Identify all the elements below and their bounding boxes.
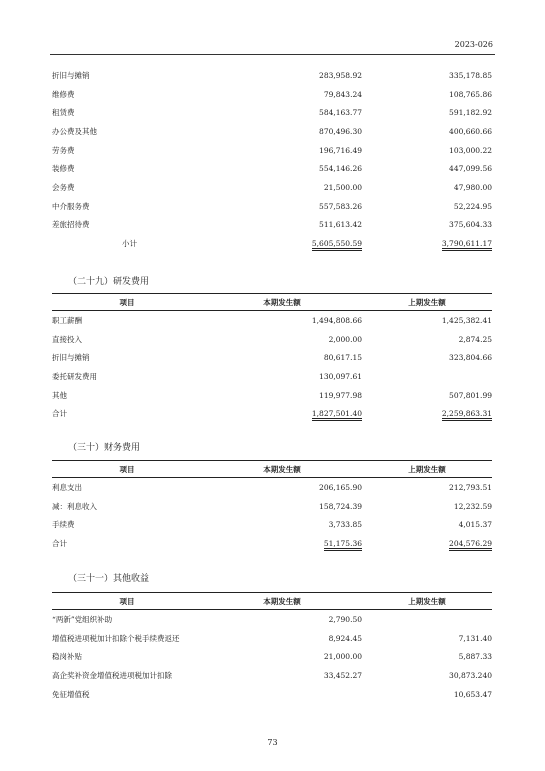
total-row	[52, 534, 492, 553]
current-amount: 158,724.39	[319, 501, 362, 511]
row-label: 会务费	[52, 182, 75, 192]
table-row	[52, 197, 492, 216]
row-label: 直接投入	[52, 334, 82, 344]
subtotal-current: 5,605,550.59	[312, 239, 362, 251]
row-label: 手续费	[52, 520, 75, 530]
current-amount: 196,716.49	[319, 145, 362, 155]
row-label: 折旧与摊销	[52, 353, 90, 363]
current-amount: 130,097.61	[319, 371, 362, 381]
current-amount: 3,733.85	[328, 520, 362, 530]
table-row	[52, 66, 492, 85]
current-amount: 554,146.26	[319, 164, 362, 174]
row-label: 中介服务费	[52, 201, 90, 211]
table-row	[52, 685, 492, 704]
section-title-rd: （二十九）研发费用	[68, 277, 150, 287]
expense-table-continued	[52, 66, 492, 253]
table-row	[52, 610, 492, 629]
row-label: “两新”党组织补助	[52, 614, 113, 624]
header-current: 本期发生额	[263, 596, 301, 606]
current-amount: 584,163.77	[319, 108, 362, 118]
subtotal-label: 小计	[122, 239, 137, 249]
prior-amount: 447,099.56	[449, 164, 492, 174]
header-rule	[50, 54, 495, 55]
prior-amount: 1,425,382.41	[441, 315, 492, 325]
row-label: 利息支出	[52, 482, 82, 492]
table-row	[52, 478, 492, 497]
prior-amount: 5,887.33	[458, 652, 492, 662]
table-row	[52, 103, 492, 122]
row-label: 劳务费	[52, 145, 75, 155]
rd-expense-table	[52, 293, 492, 423]
current-amount: 870,496.30	[319, 126, 362, 136]
prior-amount: 400,660.66	[449, 126, 492, 136]
total-current: 51,175.36	[324, 539, 362, 551]
subtotal-prior: 3,790,611.17	[442, 239, 492, 251]
header-item: 项目	[119, 464, 135, 474]
current-amount	[202, 685, 362, 704]
current-amount: 1,494,808.66	[311, 315, 362, 325]
page-number: 73	[267, 738, 278, 747]
total-label: 合计	[52, 538, 67, 548]
row-label: 职工薪酬	[52, 315, 82, 325]
prior-amount	[362, 367, 492, 386]
total-label: 合计	[52, 409, 67, 419]
prior-amount: 52,224.95	[453, 201, 492, 211]
prior-amount: 103,000.22	[449, 145, 492, 155]
row-label: 差旅招待费	[52, 220, 90, 230]
table-row	[52, 367, 492, 386]
current-amount: 206,165.90	[319, 482, 362, 492]
row-label: 办公费及其他	[52, 126, 97, 136]
current-amount: 511,613.42	[319, 220, 362, 230]
header-current: 本期发生额	[263, 464, 301, 474]
table-row	[52, 178, 492, 197]
current-amount: 557,583.26	[319, 201, 362, 211]
prior-amount: 4,015.37	[458, 520, 492, 530]
row-label: 免征增值税	[52, 689, 90, 699]
table-row	[52, 515, 492, 534]
row-label: 增值税进项税加计扣除个税手续费返还	[52, 633, 180, 643]
header-prior: 上期发生额	[408, 464, 446, 474]
prior-amount: 335,178.85	[449, 70, 492, 80]
document-code: 2023-026	[454, 40, 493, 49]
table-header-row	[52, 294, 492, 311]
subtotal-row	[52, 234, 492, 253]
table-header-row	[52, 593, 492, 610]
prior-amount: 30,873.240	[449, 670, 492, 680]
current-amount: 80,617.15	[323, 353, 362, 363]
current-amount: 21,000.00	[323, 652, 362, 662]
prior-amount: 507,801.99	[449, 390, 492, 400]
table-row	[52, 85, 492, 104]
table-row	[52, 159, 492, 178]
table-row	[52, 666, 492, 685]
row-label: 折旧与摊销	[52, 70, 90, 80]
row-label: 减：利息收入	[52, 501, 97, 511]
prior-amount: 2,874.25	[458, 334, 492, 344]
row-label: 其他	[52, 390, 67, 400]
total-row	[52, 404, 492, 423]
table-row	[52, 122, 492, 141]
current-amount: 119,977.98	[319, 390, 362, 400]
header-item: 项目	[119, 297, 135, 307]
table-row	[52, 386, 492, 405]
table-row	[52, 348, 492, 367]
row-label: 高企奖补资金增值税进项税加计扣除	[52, 670, 172, 680]
prior-amount	[362, 610, 492, 629]
other-income-table	[52, 592, 492, 703]
header-prior: 上期发生额	[408, 297, 446, 307]
table-row	[52, 311, 492, 330]
prior-amount: 7,131.40	[458, 633, 492, 643]
prior-amount: 10,653.47	[453, 689, 492, 699]
header-current: 本期发生额	[263, 297, 301, 307]
prior-amount: 375,604.33	[449, 220, 492, 230]
section-title-finance: （三十）财务费用	[68, 443, 141, 453]
row-label: 装修费	[52, 164, 75, 174]
current-amount: 2,790.50	[328, 614, 362, 624]
row-label: 租赁费	[52, 108, 75, 118]
finance-expense-table	[52, 460, 492, 553]
prior-amount: 108,765.86	[449, 89, 492, 99]
total-prior: 204,576.29	[449, 539, 492, 551]
prior-amount: 591,182.92	[449, 108, 492, 118]
current-amount: 33,452.27	[323, 670, 362, 680]
prior-amount: 323,804.66	[449, 353, 492, 363]
table-row	[52, 497, 492, 516]
total-current: 1,827,501.40	[312, 409, 362, 421]
row-label: 维修费	[52, 89, 75, 99]
current-amount: 79,843.24	[323, 89, 362, 99]
current-amount: 8,924.45	[328, 633, 362, 643]
header-item: 项目	[119, 596, 135, 606]
prior-amount: 12,232.59	[453, 501, 492, 511]
current-amount: 2,000.00	[328, 334, 362, 344]
section-title-other-income: （三十一）其他收益	[68, 574, 150, 584]
current-amount: 283,958.92	[319, 70, 362, 80]
table-row	[52, 216, 492, 235]
table-row	[52, 629, 492, 648]
current-amount: 21,500.00	[323, 182, 362, 192]
table-row	[52, 647, 492, 666]
prior-amount: 212,793.51	[449, 482, 492, 492]
row-label: 稳岗补贴	[52, 652, 82, 662]
total-prior: 2,259,863.31	[442, 409, 492, 421]
table-header-row	[52, 461, 492, 478]
prior-amount: 47,980.00	[453, 182, 492, 192]
row-label: 委托研发费用	[52, 371, 97, 381]
table-row	[52, 141, 492, 160]
header-prior: 上期发生额	[408, 596, 446, 606]
table-row	[52, 330, 492, 349]
